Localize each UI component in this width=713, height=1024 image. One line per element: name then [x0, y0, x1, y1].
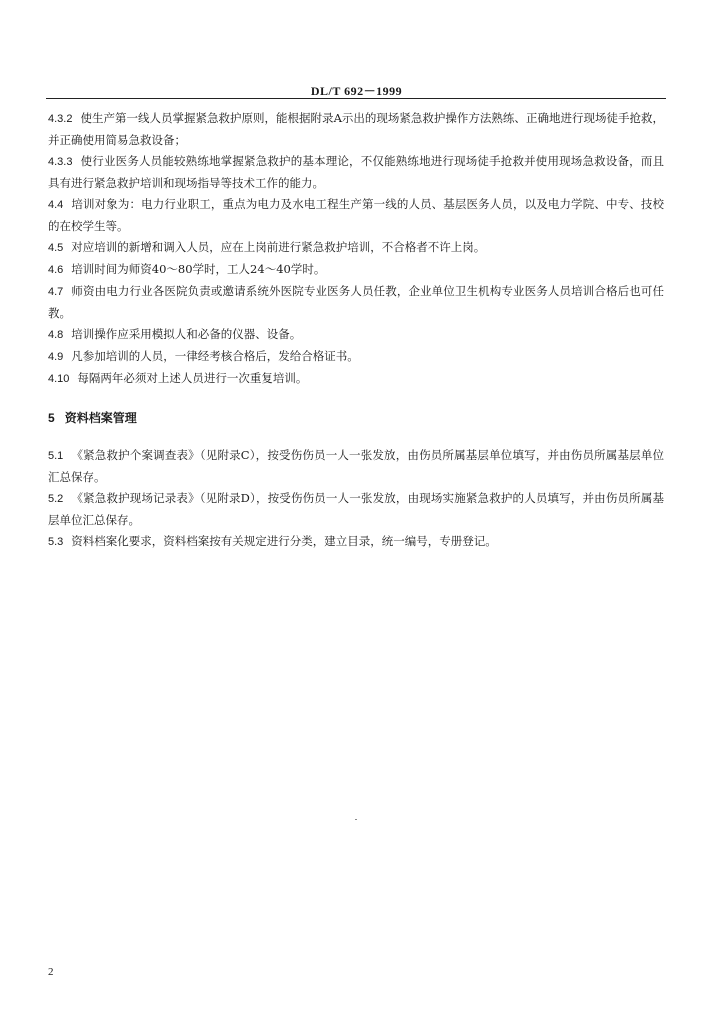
clause-number: 5.2	[48, 493, 64, 505]
clause-number: 4.3.3	[48, 156, 73, 168]
clause-number: 4.6	[48, 264, 64, 276]
clause-text: 每隔两年必须对上述人员进行一次重复培训。	[77, 371, 308, 385]
clause-4-5	[48, 237, 664, 259]
clause-4-10	[48, 368, 664, 390]
clause-4-4	[48, 194, 664, 237]
clause-text: 凡参加培训的人员，一律经考核合格后，发给合格证书。	[71, 349, 359, 363]
clause-text: 《紧急救护现场记录表》（见附录D），按受伤伤员一人一张发放，由现场实施紧急救护的人员填写，并由伤员所属基层单位汇总保存。	[48, 491, 664, 527]
header-rule	[46, 98, 666, 99]
clause-text: 培训时间为师资40～80学时，工人24～40学时。	[71, 262, 326, 276]
page-number: 2	[48, 966, 54, 978]
clause-number: 4.9	[48, 351, 64, 363]
section-number: 5	[48, 411, 55, 425]
clause-number: 5.1	[48, 450, 64, 462]
clause-text: 师资由电力行业各医院负责或邀请系统外医院专业医务人员任教，企业单位卫生机构专业医务人员培训合格后也可任教。	[48, 284, 664, 320]
clause-text: 培训操作应采用模拟人和必备的仪器、设备。	[71, 327, 302, 341]
clause-number: 4.7	[48, 286, 64, 298]
document-code-header: DL/T 692－1999	[310, 84, 403, 98]
clause-4-3-2	[48, 108, 664, 151]
section-title: 资料档案管理	[64, 411, 137, 425]
clause-number: 5.3	[48, 536, 64, 548]
clause-text: 培训对象为：电力行业职工，重点为电力及水电工程生产第一线的人员、基层医务人员，以及电力学院、中专、技校的在校学生等。	[48, 197, 664, 233]
clause-4-8	[48, 324, 664, 346]
clause-number: 4.4	[48, 199, 64, 211]
clause-4-7	[48, 281, 664, 324]
clause-text: 使生产第一线人员掌握紧急救护原则，能根据附录A示出的现场紧急救护操作方法熟练、正确地进行现场徒手抢救，并正确使用简易急救设备；	[48, 111, 664, 147]
clause-number: 4.3.2	[48, 113, 73, 125]
clause-4-6	[48, 259, 664, 281]
clause-text: 对应培训的新增和调入人员，应在上岗前进行紧急救护培训，不合格者不许上岗。	[71, 240, 486, 254]
clause-4-9	[48, 346, 664, 368]
document-body	[48, 108, 664, 553]
clause-4-3-3	[48, 151, 664, 194]
scan-speck	[355, 819, 357, 820]
clause-number: 4.5	[48, 242, 64, 254]
clause-text: 资料档案化要求，资料档案按有关规定进行分类，建立目录，统一编号，专册登记。	[71, 534, 497, 548]
clause-5-3	[48, 531, 664, 553]
clause-text: 使行业医务人员能较熟练地掌握紧急救护的基本理论，不仅能熟练地进行现场徒手抢救并使用现场急救设备，而且具有进行紧急救护培训和现场指导等技术工作的能力。	[48, 154, 664, 190]
clause-number: 4.10	[48, 373, 70, 385]
clause-text: 《紧急救护个案调查表》（见附录C），按受伤伤员一人一张发放，由伤员所属基层单位填写，并由伤员所属基层单位汇总保存。	[48, 448, 664, 484]
clause-5-2	[48, 488, 664, 531]
clause-5-1	[48, 445, 664, 488]
section-heading	[48, 408, 664, 429]
clause-number: 4.8	[48, 329, 64, 341]
